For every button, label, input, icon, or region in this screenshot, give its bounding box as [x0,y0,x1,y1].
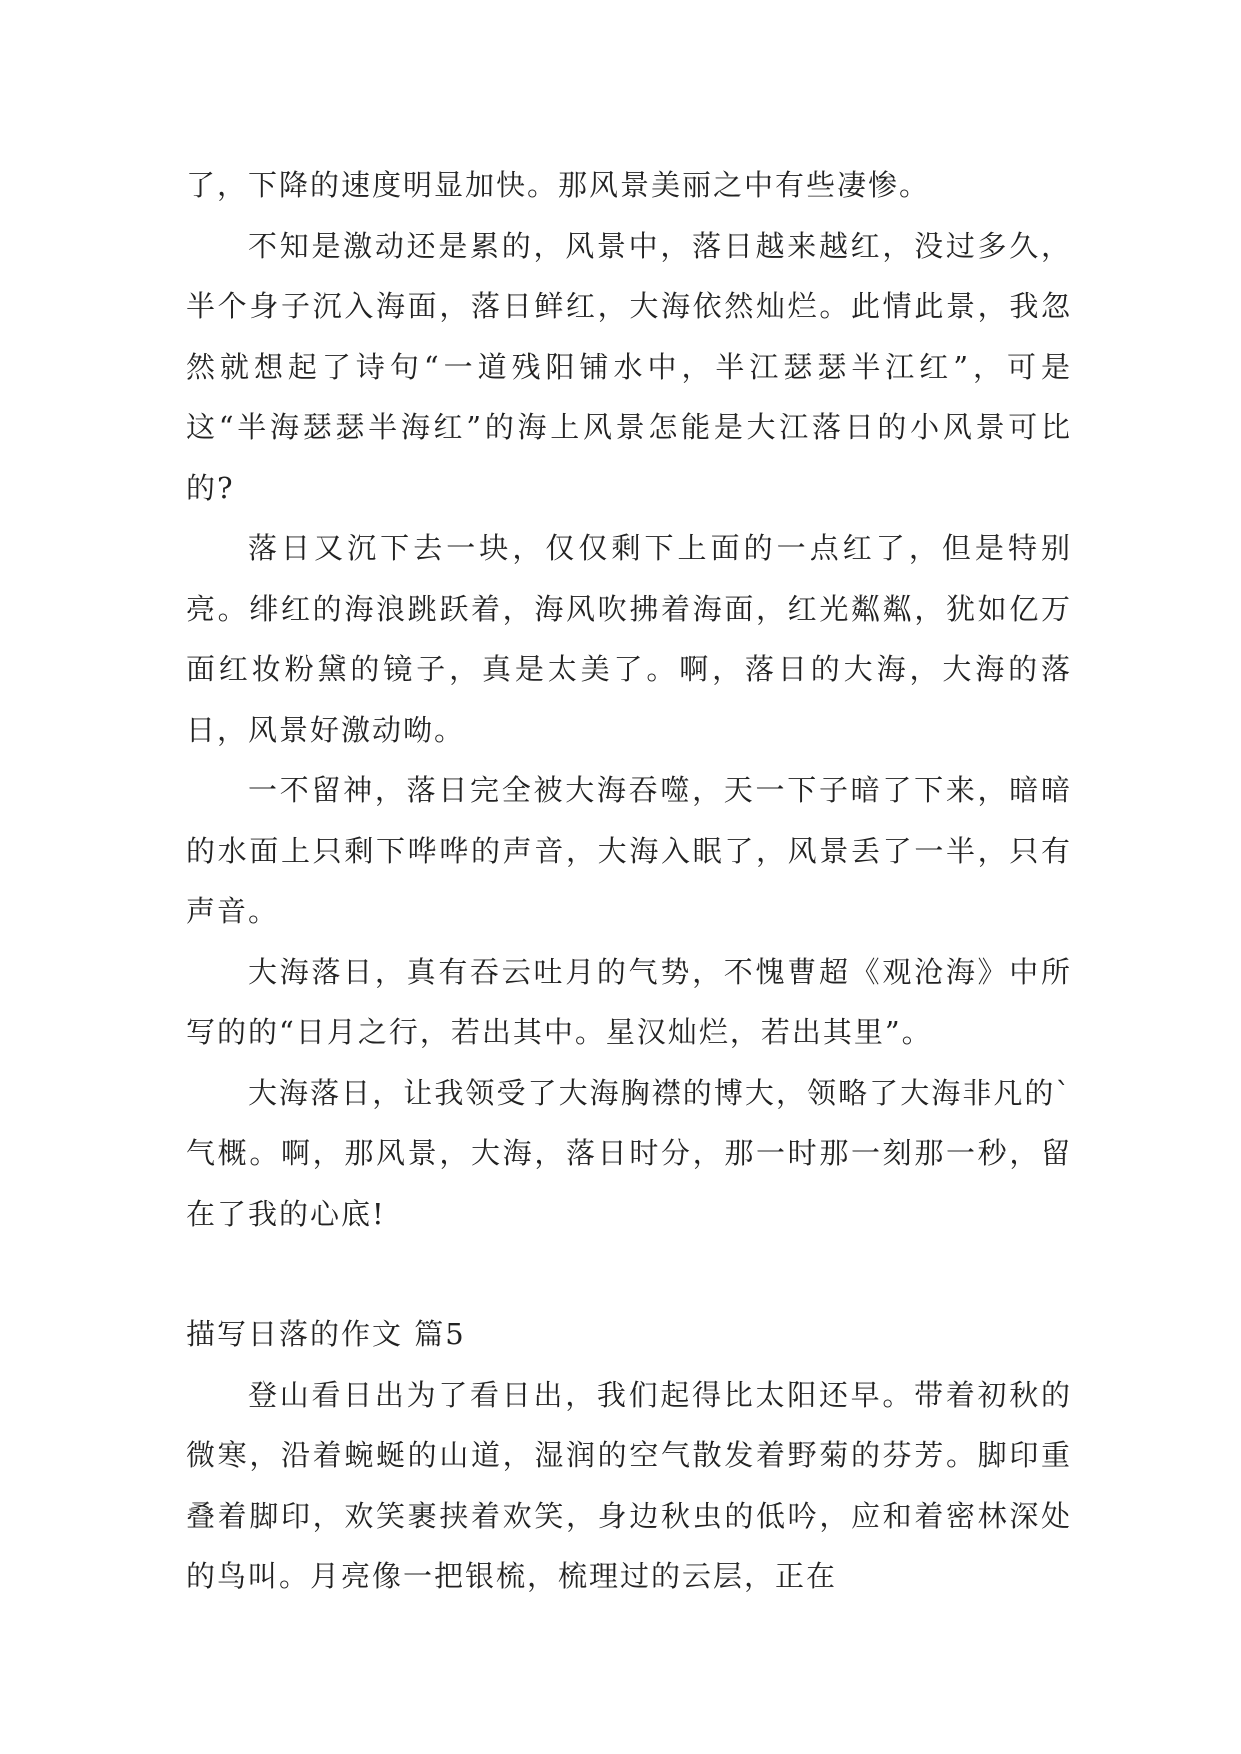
paragraph: 不知是激动还是累的，风景中，落日越来越红，没过多久，半个身子沉入海面，落日鲜红，大海依然灿烂。此情此景，我忽然就想起了诗句“一道残阳铺水中，半江瑟瑟半江红”，可是这“半海瑟瑟半海红”的海上风景怎能是大江落日的小风景可比的? [186,228,1072,505]
section-title: 描写日落的作文 篇5 [186,1317,466,1351]
essay-body [186,155,1072,1607]
paragraph: 大海落日，让我领受了大海胸襟的博大，领略了大海非凡的`气概。啊，那风景，大海，落日时分，那一时那一刻那一秒，留在了我的心底! [186,1075,1072,1231]
paragraph-continuation: 了，下降的速度明显加快。那风景美丽之中有些凄惨。 [186,168,931,202]
paragraph: 大海落日，真有吞云吐月的气势，不愧曹超《观沧海》中所写的的“日月之行，若出其中。星汉灿烂，若出其里”。 [186,954,1072,1049]
section-spacer [186,1244,1072,1304]
paragraph: 登山看日出为了看日出，我们起得比太阳还早。带着初秋的微寒，沿着蜿蜒的山道，湿润的空气散发着野菊的芬芳。脚印重叠着脚印，欢笑裹挟着欢笑，身边秋虫的低吟，应和着密林深处的鸟叫。月亮像一把银梳，梳理过的云层，正在 [186,1377,1072,1593]
paragraph: 一不留神，落日完全被大海吞噬，天一下子暗了下来，暗暗的水面上只剩下哗哗的声音，大海入眠了，风景丢了一半，只有声音。 [186,773,1072,928]
paragraph: 落日又沉下去一块，仅仅剩下上面的一点红了，但是特别亮。绯红的海浪跳跃着，海风吹拂着海面，红光粼粼，犹如亿万面红妆粉黛的镜子，真是太美了。啊，落日的大海，大海的落日，风景好激动呦。 [186,531,1072,747]
